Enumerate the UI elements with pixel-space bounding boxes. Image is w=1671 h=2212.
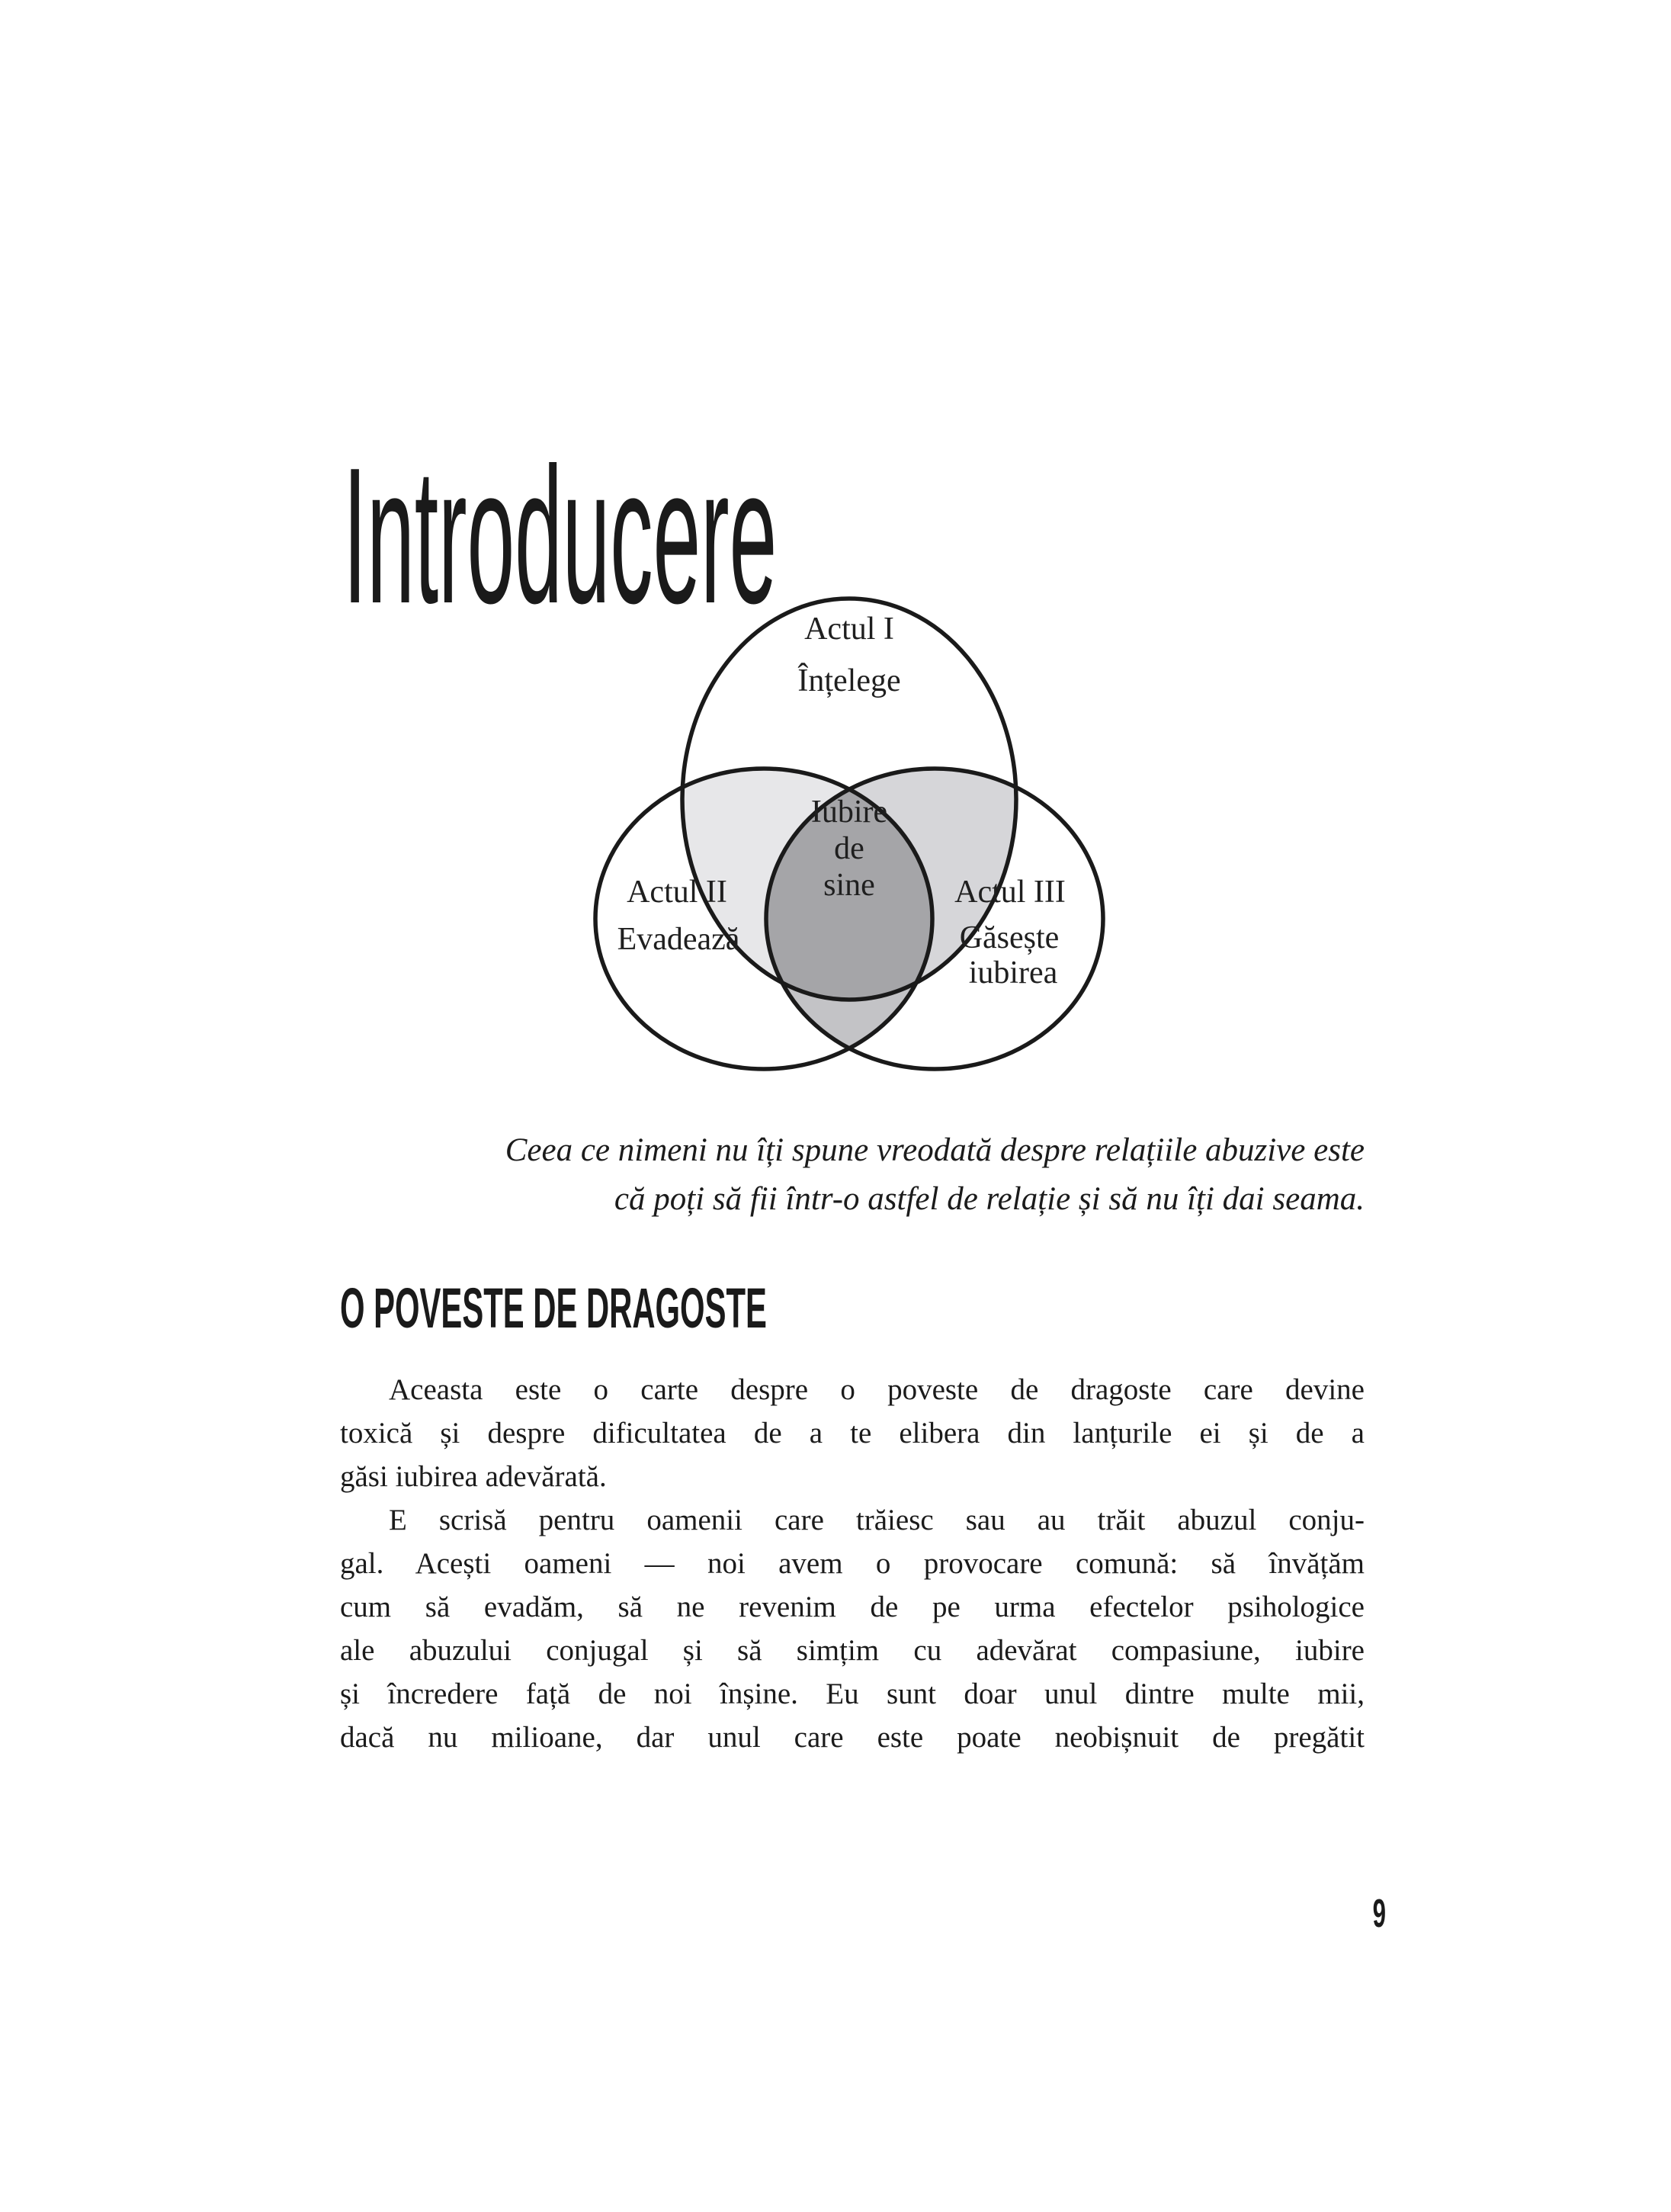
text-line: dacă nu milioane, dar unul care este poate neobișnuit de pregătit — [340, 1721, 1365, 1754]
body-text — [340, 1368, 1365, 1759]
epigraph-line-2: că poți să fii într-o astfel de relație și să nu îți dai seama. — [614, 1181, 1365, 1217]
venn-label-center-line3: sine — [823, 868, 875, 903]
venn-label-act3-title: Actul III — [954, 875, 1066, 910]
venn-label-act2-caption: Evadează — [617, 922, 740, 957]
section-heading: O POVESTE DE DRAGOSTE — [340, 1276, 767, 1340]
epigraph — [340, 1126, 1365, 1224]
paragraph-2 — [340, 1498, 1365, 1759]
text-line: E scrisă pentru oamenii care trăiesc sau au trăit abuzul conju- — [389, 1504, 1365, 1536]
venn-label-act1-caption: Înțelege — [797, 663, 901, 698]
text-line: gal. Acești oameni — noi avem o provocare comună: să învățăm — [340, 1547, 1365, 1580]
venn-label-act1-title: Actul I — [804, 612, 894, 647]
venn-label-act3-caption-line2: iubirea — [968, 955, 1058, 990]
text-line: cum să evadăm, să ne revenim de pe urma efectelor psihologice — [340, 1591, 1365, 1623]
page-number: 9 — [1372, 1892, 1386, 1936]
text-line: găsi iubirea adevărată. — [340, 1460, 607, 1493]
venn-label-center-line1: Iubire — [810, 795, 888, 830]
text-line: ale abuzului conjugal și să simțim cu adevărat compasiune, iubire — [340, 1634, 1365, 1667]
text-line: și încredere față de noi înșine. Eu sunt doar unul dintre multe mii, — [340, 1677, 1365, 1710]
text-line: Aceasta este o carte despre o poveste de dragoste care devine — [389, 1373, 1365, 1406]
venn-label-act2-title: Actul II — [627, 875, 727, 910]
venn-label-act3-caption-line1: Găsește — [959, 920, 1060, 955]
text-line: toxică și despre dificultatea de a te elibera din lanțurile ei și de a — [340, 1417, 1365, 1450]
chapter-title: Introducere — [343, 427, 778, 644]
paragraph-1 — [340, 1368, 1365, 1498]
venn-label-center-line2: de — [834, 831, 864, 866]
epigraph-line-1: Ceea ce nimeni nu îți spune vreodată despre relațiile abuzive este — [505, 1132, 1365, 1168]
venn-diagram — [534, 564, 1113, 1083]
